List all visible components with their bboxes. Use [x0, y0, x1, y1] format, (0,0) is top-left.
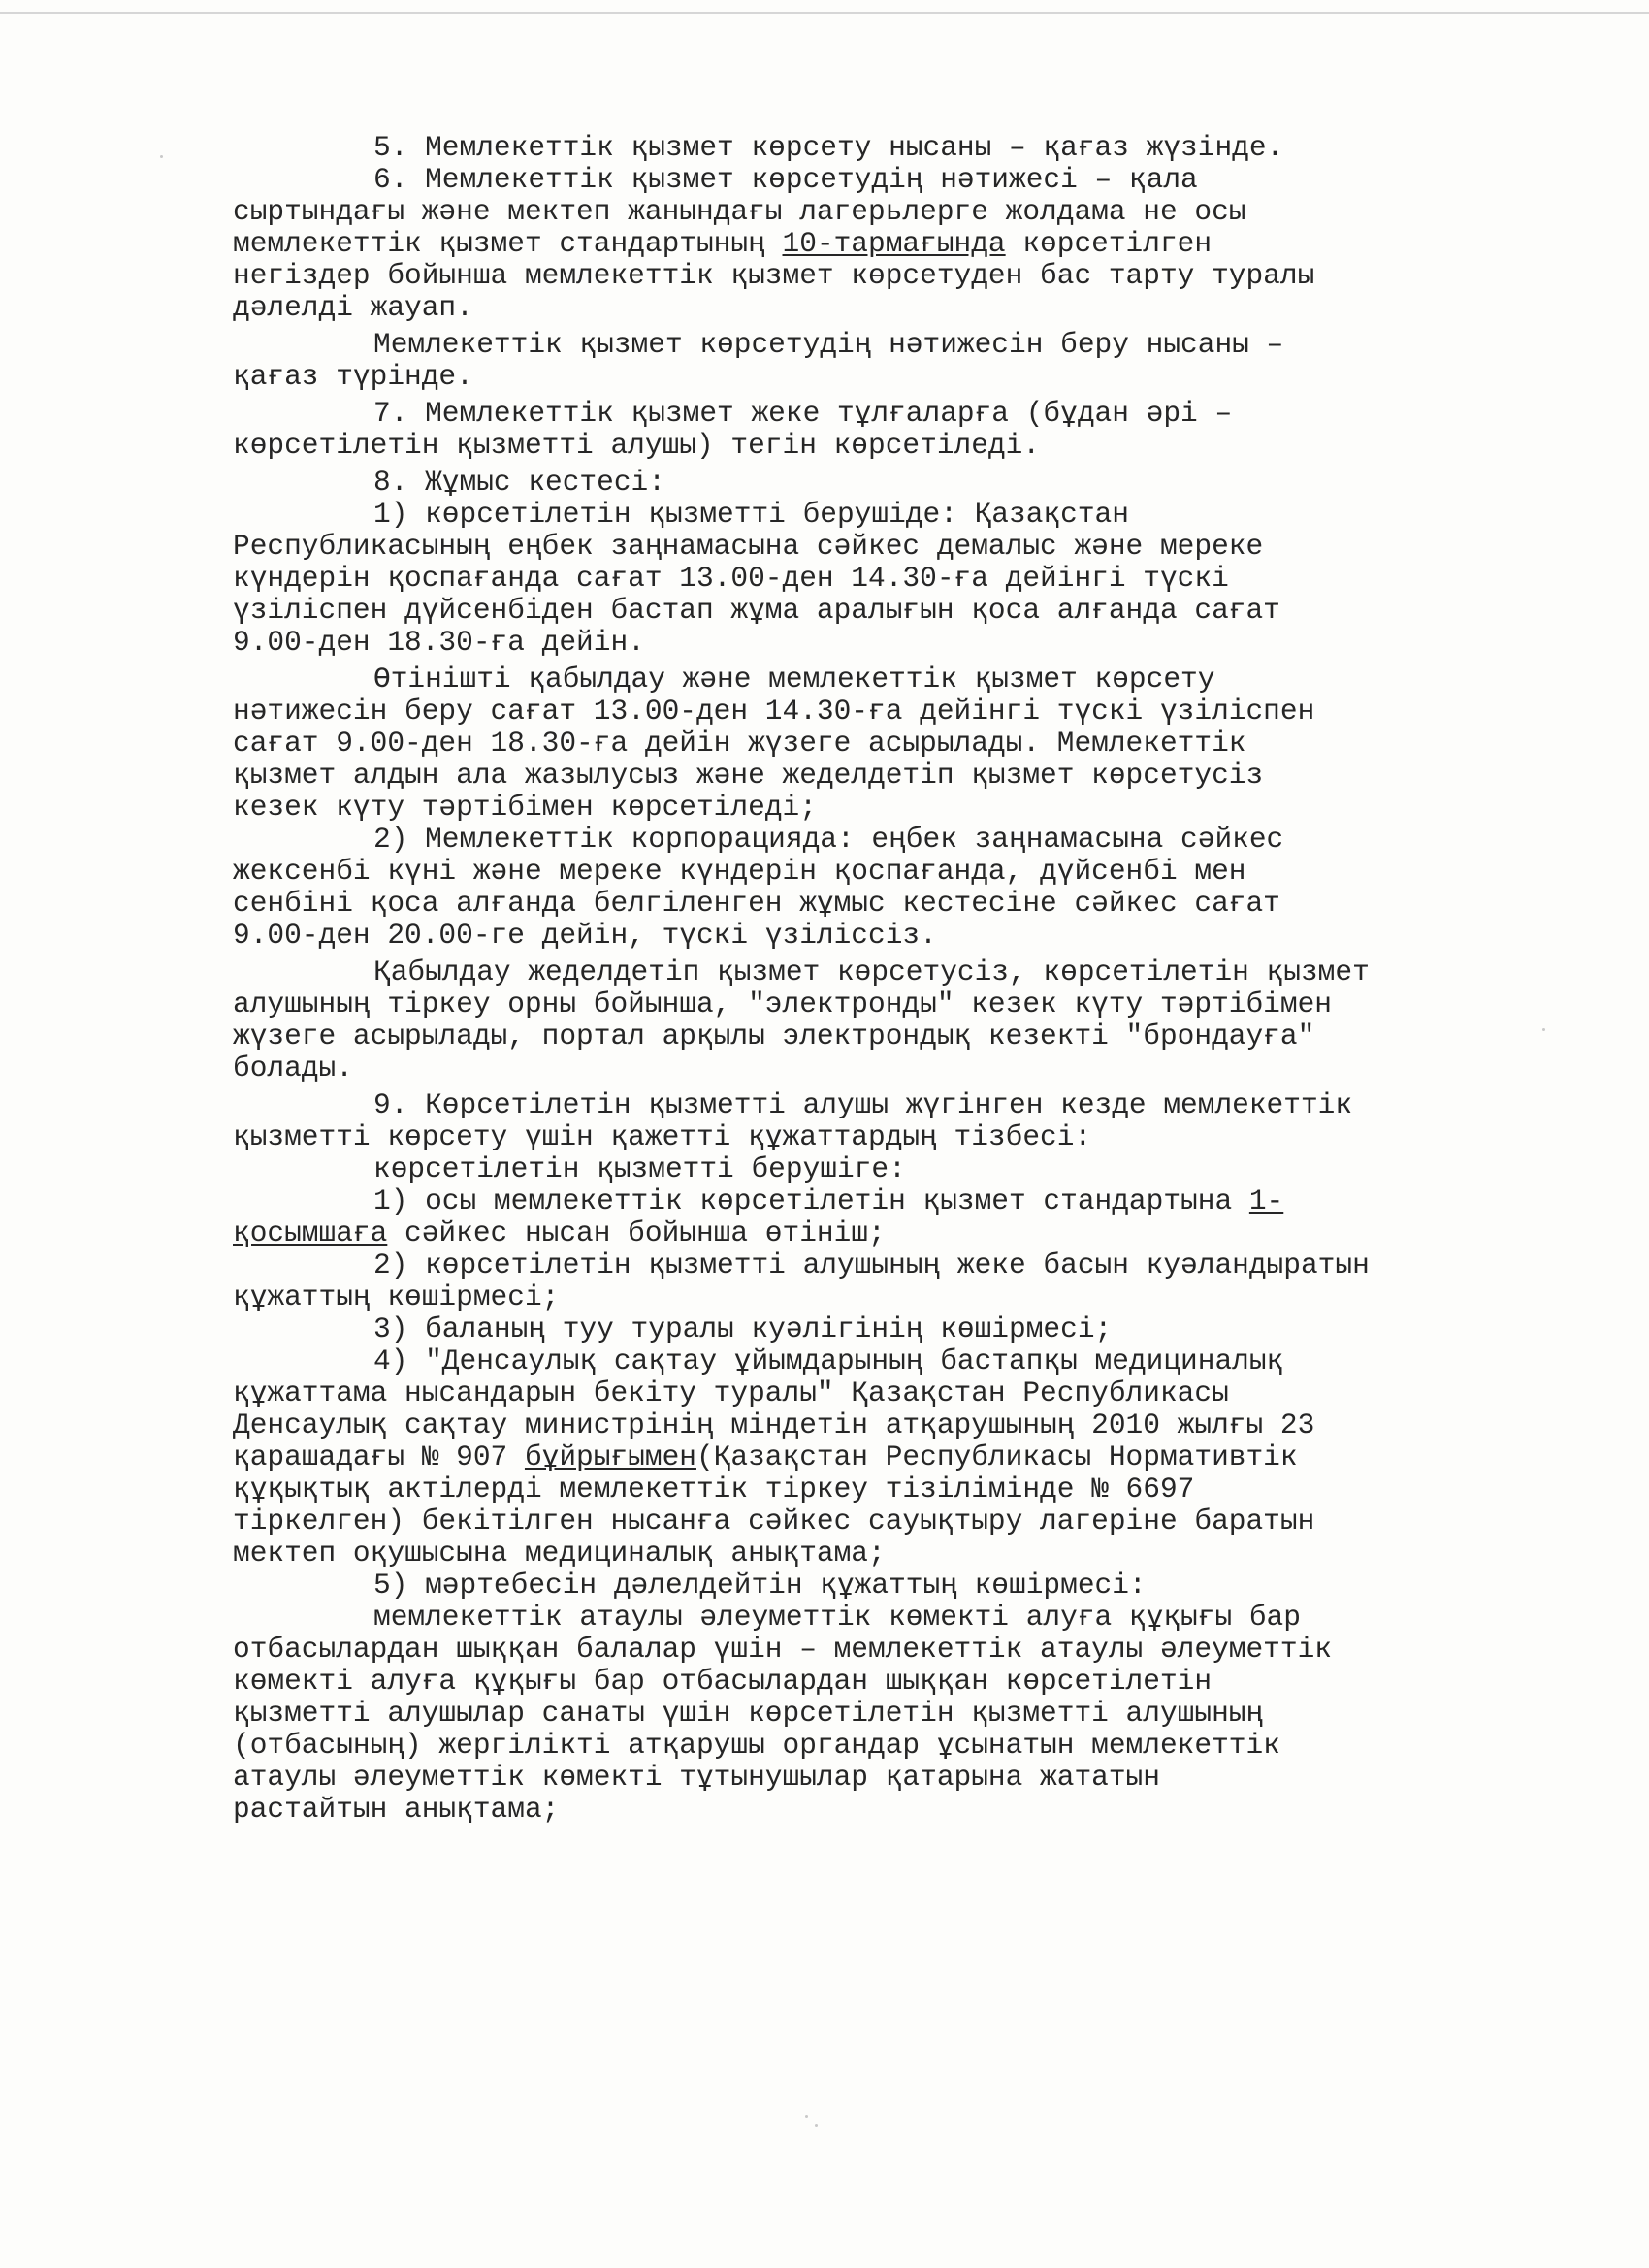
line-text: мектеп оқушысына медициналық анықтама;: [233, 1537, 886, 1570]
document-reference-link[interactable]: 10-тармағында: [782, 227, 1006, 260]
document-line: [233, 1281, 1523, 1313]
document-line: [233, 1698, 1523, 1730]
line-text: нәтижесін беру сағат 13.00-ден 14.30-ға дейінгі түскі үзіліспен: [233, 695, 1315, 728]
document-line: [233, 1570, 1523, 1602]
document-line: [233, 499, 1523, 531]
line-text: Денсаулық сақтау министрінің міндетін атқарушының 2010 жылғы 23: [233, 1409, 1315, 1442]
line-text: болады.: [233, 1052, 353, 1085]
document-line: [233, 196, 1523, 228]
line-text: жексенбі күні және мереке күндерін қоспағанда, дүйсенбі мен: [233, 855, 1246, 888]
line-text: 3) баланың туу туралы куәлігінің көшірмесі;: [373, 1312, 1113, 1345]
line-text: қағаз түрінде.: [233, 360, 473, 393]
document-reference-link[interactable]: қосымшаға: [233, 1216, 388, 1249]
document-line: [233, 1762, 1523, 1794]
document-line: [233, 1345, 1523, 1377]
line-text-continued: көрсетілген: [1005, 227, 1212, 260]
document-line: [233, 1021, 1523, 1053]
line-text-continued: сәйкес нысан бойынша өтініш;: [387, 1216, 886, 1249]
line-text: негіздер бойынша мемлекеттік қызмет көрсетуден бас тарту туралы: [233, 259, 1315, 292]
scan-speck: [815, 2124, 818, 2127]
document-line: [233, 664, 1523, 696]
document-line: [233, 1409, 1523, 1442]
document-line: [233, 920, 1523, 952]
document-line: [233, 1666, 1523, 1698]
document-line: [233, 1185, 1523, 1217]
line-text: Мемлекеттік қызмет көрсетудің нәтижесін беру нысаны –: [373, 328, 1284, 361]
line-text: атаулы әлеуметтік көмекті тұтынушылар қатарына жататын: [233, 1761, 1160, 1794]
line-text: 9.00-ден 18.30-ға дейін.: [233, 626, 645, 659]
document-line: [233, 361, 1523, 393]
document-line: [233, 531, 1523, 563]
document-line: [233, 1377, 1523, 1409]
document-line: [233, 164, 1523, 196]
document-line: [233, 1506, 1523, 1538]
line-text: 1) көрсетілетін қызметті берушіде: Қазақстан: [373, 498, 1129, 531]
line-text: жүзеге асырылады, портал арқылы электрондық кезекті "брондауға": [233, 1020, 1315, 1053]
line-text-continued: (Қазақстан Республикасы Нормативтік: [695, 1441, 1298, 1474]
document-line: [233, 1538, 1523, 1570]
scan-speck: [160, 155, 163, 158]
document-reference-link[interactable]: бұйрығымен: [524, 1441, 696, 1474]
document-line: [233, 956, 1523, 988]
line-text: мемлекеттік атаулы әлеуметтік көмекті алуға құқығы бар: [373, 1601, 1301, 1634]
line-text: 5. Мемлекеттік қызмет көрсету нысаны – қағаз жүзінде.: [373, 131, 1284, 164]
document-line: [233, 132, 1523, 164]
line-text: (отбасының) жергілікті атқарушы органдар ұсынатын мемлекеттік: [233, 1729, 1280, 1762]
document-line: [233, 988, 1523, 1021]
line-text: 9. Көрсетілетін қызметті алушы жүгінген кезде мемлекеттік: [373, 1088, 1353, 1121]
line-text: 4) "Денсаулық сақтау ұйымдарының бастапқы медициналық: [373, 1345, 1284, 1377]
line-text: дәлелді жауап.: [233, 291, 473, 324]
scan-speck: [805, 2115, 808, 2118]
document-line: [233, 627, 1523, 659]
line-text: сыртындағы және мектеп жанындағы лагерьлерге жолдама не осы: [233, 195, 1246, 228]
document-line: [233, 1217, 1523, 1249]
document-line: [233, 430, 1523, 462]
line-text: 6. Мемлекеттік қызмет көрсетудің нәтижесі – қала: [373, 163, 1198, 196]
line-text: 5) мәртебесін дәлелдейтін құжаттың көшірмесі:: [373, 1569, 1147, 1602]
line-text: қызметті алушылар санаты үшін көрсетілетін қызметті алушының: [233, 1697, 1264, 1730]
line-text: Республикасының еңбек заңнамасына сәйкес демалыс және мереке: [233, 530, 1264, 563]
line-text: күндерін қоспағанда сағат 13.00-ден 14.30-ға дейінгі түскі: [233, 562, 1229, 595]
document-line: [233, 595, 1523, 627]
document-line: [233, 728, 1523, 760]
document-reference-link[interactable]: 1-: [1248, 1184, 1284, 1217]
line-text: сенбіні қоса алғанда белгіленген жұмыс кестесіне сәйкес сағат: [233, 887, 1280, 920]
line-text: қызмет алдын ала жазылусыз және жеделдетіп қызмет көрсетусіз: [233, 759, 1264, 792]
line-text: қызметті көрсету үшін қажетті құжаттардың тізбесі:: [233, 1120, 1092, 1153]
document-line: [233, 228, 1523, 260]
line-text: 8. Жұмыс кестесі:: [373, 466, 665, 499]
document-line: [233, 1313, 1523, 1345]
line-text: отбасылардан шыққан балалар үшін – мемлекеттік атаулы әлеуметтік: [233, 1633, 1332, 1666]
document-line: [233, 1634, 1523, 1666]
line-text: құжаттама нысандарын бекіту туралы" Қазақстан Республикасы: [233, 1377, 1229, 1409]
document-line: [233, 824, 1523, 856]
document-line: [233, 1442, 1523, 1474]
document-line: [233, 792, 1523, 824]
line-text: көрсетілетін қызметті берушіге:: [373, 1152, 906, 1185]
document-line: [233, 1053, 1523, 1085]
document-line: [233, 1730, 1523, 1762]
document-line: [233, 696, 1523, 728]
line-text: Өтінішті қабылдау және мемлекеттік қызмет көрсету: [373, 663, 1215, 696]
line-text: көрсетілетін қызметті алушы) тегін көрсетіледі.: [233, 429, 1041, 462]
line-text: 7. Мемлекеттік қызмет жеке тұлғаларға (бұдан әрі –: [373, 397, 1233, 430]
document-line: [233, 1602, 1523, 1634]
document-body: [233, 132, 1523, 1826]
document-line: [233, 888, 1523, 920]
line-text: тіркелген) бекітілген нысанға сәйкес сауықтыру лагеріне баратын: [233, 1505, 1315, 1538]
document-line: [233, 1089, 1523, 1121]
document-line: [233, 1474, 1523, 1506]
document-line: [233, 398, 1523, 430]
line-text: қарашадағы № 907: [233, 1441, 525, 1474]
document-line: [233, 760, 1523, 792]
line-text: 1) осы мемлекеттік көрсетілетін қызмет стандартына: [373, 1184, 1249, 1217]
document-line: [233, 856, 1523, 888]
line-text: кезек күту тәртібімен көрсетіледі;: [233, 791, 817, 824]
document-line: [233, 260, 1523, 292]
document-line: [233, 329, 1523, 361]
line-text: Қабылдау жеделдетіп қызмет көрсетусіз, көрсетілетін қызмет: [373, 956, 1370, 988]
line-text: 2) Мемлекеттік корпорацияда: еңбек заңнамасына сәйкес: [373, 823, 1284, 856]
document-line: [233, 1249, 1523, 1281]
line-text: сағат 9.00-ден 18.30-ға дейін жүзеге асырылады. Мемлекеттік: [233, 727, 1246, 760]
line-text: растайтын анықтама;: [233, 1793, 560, 1826]
line-text: мемлекеттік қызмет стандартының: [233, 227, 783, 260]
line-text: алушының тіркеу орны бойынша, "электронды" кезек күту тәртібімен: [233, 988, 1332, 1021]
scan-edge-line: [0, 12, 1649, 14]
document-line: [233, 1121, 1523, 1153]
line-text: 2) көрсетілетін қызметті алушының жеке басын куәландыратын: [373, 1248, 1370, 1281]
document-line: [233, 563, 1523, 595]
line-text: көмекті алуға құқығы бар отбасылардан шыққан көрсетілетін: [233, 1665, 1212, 1698]
document-line: [233, 467, 1523, 499]
scan-speck: [1542, 1028, 1545, 1031]
line-text: үзіліспен дүйсенбіден бастап жұма аралығын қоса алғанда сағат: [233, 594, 1280, 627]
line-text: құқықтық актілерді мемлекеттік тіркеу тізілімінде № 6697: [233, 1473, 1195, 1506]
document-line: [233, 1153, 1523, 1185]
line-text: 9.00-ден 20.00-ге дейін, түскі үзіліссіз.: [233, 919, 937, 952]
document-line: [233, 1794, 1523, 1826]
document-line: [233, 292, 1523, 324]
line-text: құжаттың көшірмесі;: [233, 1280, 560, 1313]
